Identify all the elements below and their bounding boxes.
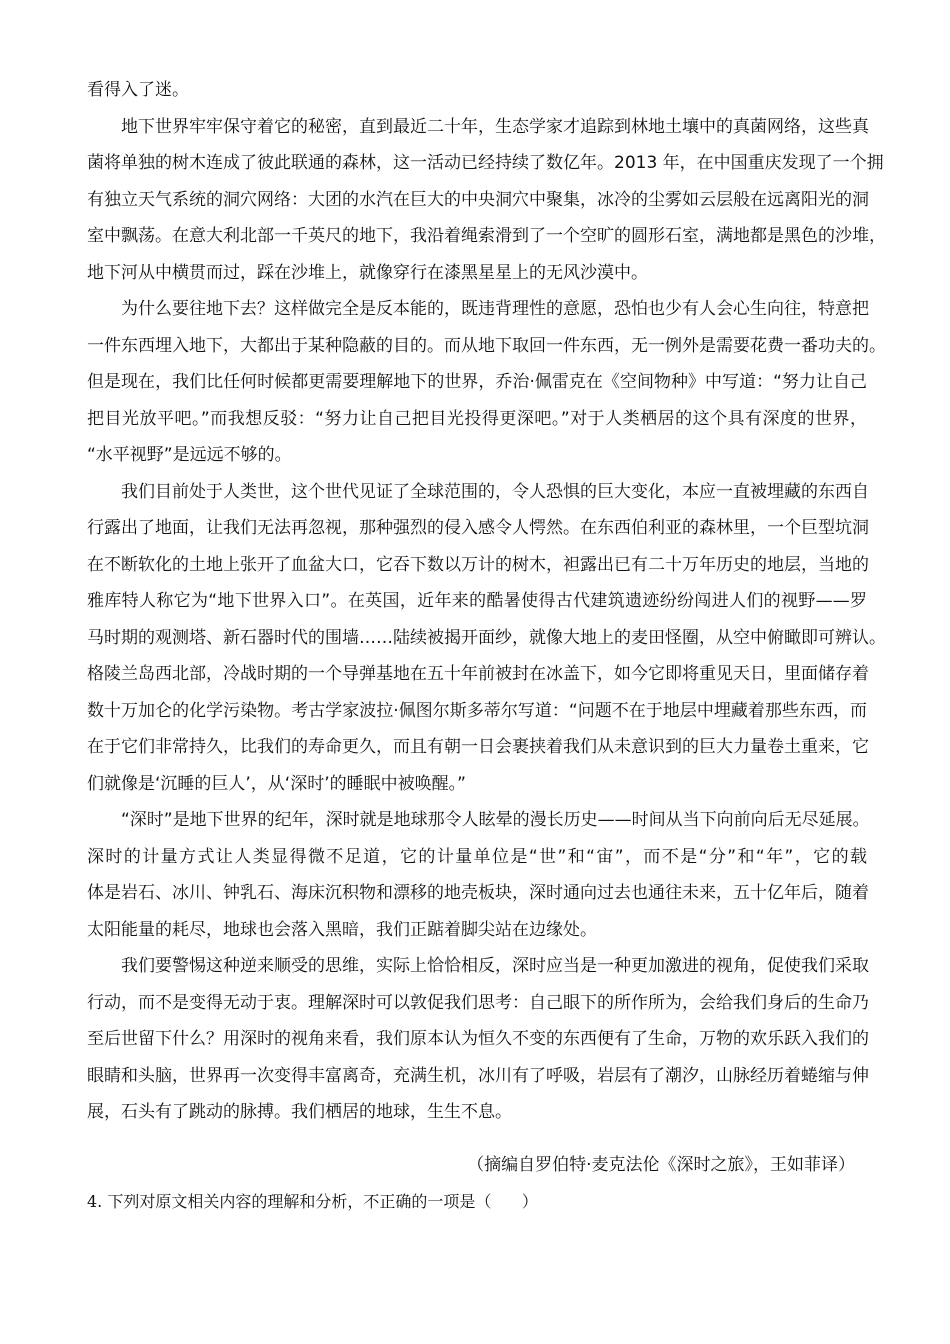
text-line: 菌将单独的树木连成了彼此联通的森林，这一活动已经持续了数亿年。2013 年，在中国重庆发现了一个拥 [87,153,884,173]
text-line: 行动，而不是变得无动于衷。理解深时可以敦促我们思考：自己眼下的所作所为，会给我们身后的生命乃 [87,993,869,1013]
text-line: 看得入了迷。 [87,80,189,100]
text-line: 在不断软化的土地上张开了血盆大口，它吞下数以万计的树木，袒露出已有二十万年历史的地层，当地的 [87,555,869,575]
text-line: 在于它们非常持久，比我们的寿命更久，而且有朝一日会裹挟着我们从未意识到的巨大力量卷土重来，它 [87,737,869,757]
text-line: 把目光放平吧。”而我想反驳：“努力让自己把目光投得更深吧。”对于人类栖居的这个具有深度的世界， [87,409,867,429]
text-line: 地下世界牢牢保守着它的秘密，直到最近二十年，生态学家才追踪到林地土壤中的真菌网络，这些真 [87,117,869,137]
article-source: （摘编自罗伯特·麦克法伦《深时之旅》，王如菲译） [467,1155,855,1175]
text-line: 眼睛和头脑，世界再一次变得丰富离奇，充满生机，冰川有了呼吸，岩层有了潮汐，山脉经历着蜷缩与伸 [87,1066,869,1086]
text-line: 展，石头有了跳动的脉搏。我们栖居的地球，生生不息。 [87,1102,512,1122]
text-line: 深时的计量方式让人类显得微不足道，它的计量单位是“世”和“宙”，而不是“分”和“年”，它的载 [87,847,867,867]
text-line: 我们目前处于人类世，这个世代见证了全球范围的，令人恐惧的巨大变化，本应一直被埋藏的东西自 [87,482,869,502]
text-line: 马时期的观测塔、新石器时代的围墙……陆续被揭开面纱，就像大地上的麦田怪圈，从空中俯瞰即可辨认。 [87,628,886,648]
text-line: 我们要警惕这种逆来顺受的思维，实际上恰恰相反，深时应当是一种更加激进的视角，促使我们采取 [87,956,869,976]
text-line: 至后世留下什么？用深时的视角来看，我们原本认为恒久不变的东西便有了生命，万物的欢乐跃入我们的 [87,1029,869,1049]
text-line: 格陵兰岛西北部，冷战时期的一个导弹基地在五十年前被封在冰盖下，如今它即将重见天日，里面储存着 [87,664,869,684]
text-line: 但是现在，我们比任何时候都更需要理解地下的世界，乔治·佩雷克在《空间物种》中写道：“努力让自己 [87,372,867,392]
text-line: 体是岩石、冰川、钟乳石、海床沉积物和漂移的地壳板块，深时通向过去也通往未来，五十亿年后，随着 [87,883,869,903]
text-line: 为什么要往地下去？这样做完全是反本能的，既违背理性的意愿，恐怕也少有人会心生向往，特意把 [87,299,869,319]
text-line: 一件东西埋入地下，大都出于某种隐蔽的目的。而从地下取回一件东西，无一例外是需要花费一番功夫的。 [87,336,886,356]
text-line: 室中飘荡。在意大利北部一千英尺的地下，我沿着绳索滑到了一个空旷的圆形石室，满地都是黑色的沙堆， [87,226,886,246]
text-line: 们就像是‘沉睡的巨人’，从‘深时’的睡眠中被唤醒。” [87,774,466,794]
text-line: 数十万加仑的化学污染物。考古学家波拉·佩图尔斯多蒂尔写道：“问题不在于地层中埋藏着那些东西，而 [87,701,867,721]
text-line: 太阳能量的耗尽，地球也会落入黑暗，我们正踮着脚尖站在边缘处。 [87,920,597,940]
text-line: “水平视野”是远远不够的。 [87,445,292,465]
text-line: 有独立天气系统的洞穴网络：大团的水汽在巨大的中央洞穴中聚集，冰冷的尘雾如云层般在远离阳光的洞 [87,190,869,210]
question-4: 4. 下列对原文相关内容的理解和分析，不正确的一项是（ ） [87,1192,538,1211]
text-line: 地下河从中横贯而过，踩在沙堆上，就像穿行在漆黑星星上的无风沙漠中。 [87,263,648,283]
text-line: “深时”是地下世界的纪年，深时就是地球那令人眩晕的漫长历史——时间从当下向前向后无尽延展。 [87,810,870,830]
text-line: 雅库特人称它为“地下世界入口”。在英国，近年来的酷暑使得古代建筑遗迹纷纷闯进人们的视野——罗 [87,591,867,611]
text-line: 行露出了地面，让我们无法再忽视，那种强烈的侵入感令人愕然。在东西伯利亚的森林里，一个巨型坑洞 [87,518,869,538]
